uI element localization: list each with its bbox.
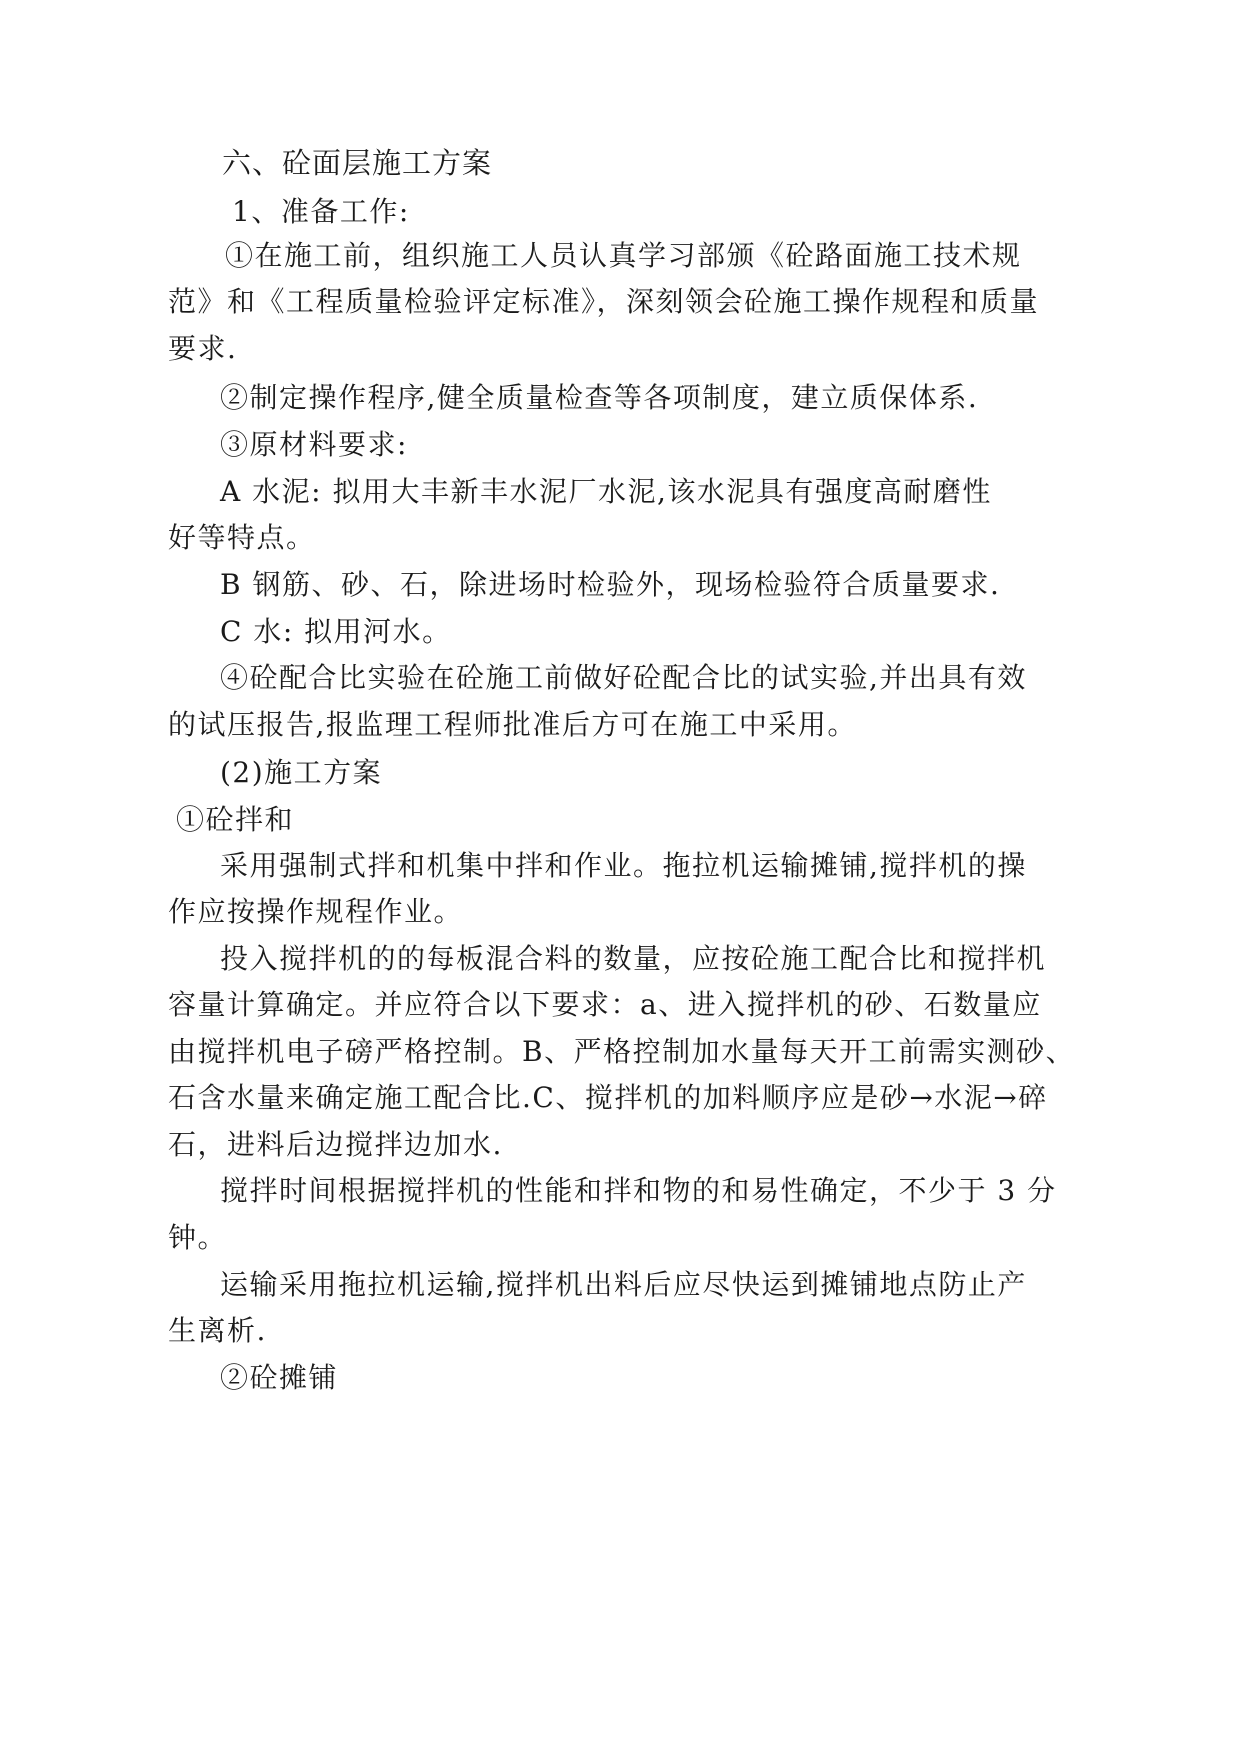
paragraph-line: ④砼配合比实验在砼施工前做好砼配合比的试实验,并出具有效 bbox=[220, 661, 1027, 694]
paragraph-line: 投入搅拌机的的每板混合料的数量，应按砼施工配合比和搅拌机 bbox=[220, 942, 1047, 975]
paragraph-line: C 水: 拟用河水。 bbox=[220, 615, 452, 648]
paragraph-line: B 钢筋、砂、石，除进场时检验外，现场检验符合质量要求. bbox=[220, 568, 1001, 601]
paragraph-line: 范》和《工程质量检验评定标准》，深刻领会砼施工操作规程和质量 bbox=[168, 285, 1040, 318]
paragraph-line: 石含水量来确定施工配合比.C、搅拌机的加料顺序应是砂→水泥→碎 bbox=[168, 1081, 1048, 1114]
section1-title: 1、准备工作: bbox=[232, 195, 410, 228]
subsection-title: ①砼拌和 bbox=[176, 803, 295, 836]
paragraph-line: ③原材料要求: bbox=[220, 428, 408, 461]
paragraph-line: 采用强制式拌和机集中拌和作业。拖拉机运输摊铺,搅拌机的操 bbox=[220, 849, 1027, 882]
paragraph-line: 石，进料后边搅拌边加水. bbox=[168, 1128, 503, 1161]
paragraph-line: 搅拌时间根据搅拌机的性能和拌和物的和易性确定，不少于 3 分 bbox=[220, 1174, 1057, 1207]
subsection-title: ②砼摊铺 bbox=[220, 1361, 339, 1394]
paragraph-line: 好等特点。 bbox=[168, 521, 316, 554]
paragraph-line: 运输采用拖拉机运输,搅拌机出料后应尽快运到摊铺地点防止产 bbox=[220, 1268, 1027, 1301]
section2-title: (2)施工方案 bbox=[220, 756, 383, 789]
paragraph-line: ②制定操作程序,健全质量检查等各项制度，建立质保体系. bbox=[220, 381, 979, 414]
paragraph-line: 容量计算确定。并应符合以下要求：a、进入搅拌机的砂、石数量应 bbox=[168, 988, 1042, 1021]
paragraph-line: 生离析. bbox=[168, 1314, 267, 1347]
section-heading: 六、砼面层施工方案 bbox=[222, 146, 493, 180]
paragraph-line: A 水泥: 拟用大丰新丰水泥厂水泥,该水泥具有强度高耐磨性 bbox=[220, 475, 992, 508]
paragraph-line: ①在施工前，组织施工人员认真学习部颁《砼路面施工技术规 bbox=[225, 239, 1022, 272]
paragraph-line: 由搅拌机电子磅严格控制。B、严格控制加水量每天开工前需实测砂、 bbox=[168, 1035, 1076, 1068]
paragraph-line: 钟。 bbox=[168, 1221, 228, 1254]
paragraph-line: 的试压报告,报监理工程师批准后方可在施工中采用。 bbox=[168, 708, 857, 741]
paragraph-line: 作应按操作规程作业。 bbox=[168, 895, 464, 928]
paragraph-line: 要求. bbox=[168, 332, 238, 365]
